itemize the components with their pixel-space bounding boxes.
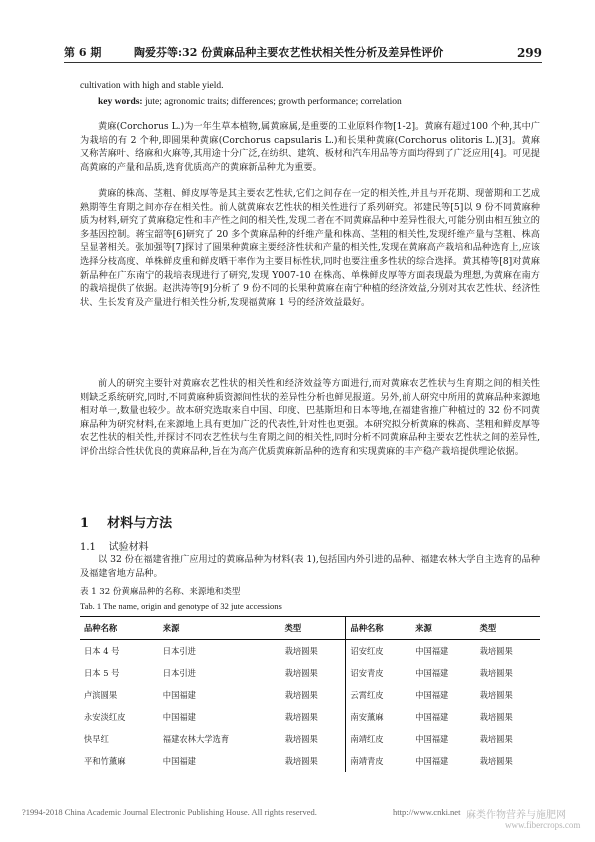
header-cell: 来源 — [162, 623, 180, 633]
header-cell: 品种名称 — [84, 623, 118, 633]
section-heading-1-1 — [80, 538, 149, 553]
table-cell: 栽培圆果 — [479, 734, 513, 744]
table-cell: 日本 4 号 — [84, 646, 120, 656]
table-row — [80, 684, 540, 706]
paragraph-aims: 前人的研究主要针对黄麻农艺性状的相关性和经济效益等方面进行,而对黄麻农艺性状与生育期之间的相关性则缺乏系统研究,同时,不同黄麻种质资源间性状的差异性分析也鲜见报道。另外,前人研究中所用的黄麻品种来源地相对单一,数量也较少。故本研究选取来自中国、印度、巴基斯坦和日本等地,在福建省推广种植过的 32 份不同黄麻品种为研究材料,在来源地上具有更加广泛的代表性,针对性也更强。本研究拟分析黄麻的株高、茎粗和鲜皮厚等农艺性状的相关性,并探讨不同农艺性状与生育期之间的相关性,同时分析不同黄麻品种主要农艺性状之间的差异性,评价出综合性状优良的黄麻品种,旨在为高产优质黄麻新品种的选育和实现黄麻的丰产稳产栽培提供理论依据。 — [80, 378, 540, 457]
jute-accessions-table — [80, 616, 540, 772]
table-cell: 栽培圆果 — [284, 712, 318, 722]
abstract-tail: cultivation with high and stable yield. — [80, 81, 224, 91]
table-caption-en: Tab. 1 The name, origin and genotype of 32 jute accessions — [80, 601, 282, 611]
watermark-text: 麻类作物营养与施肥网 — [466, 810, 566, 821]
table-cell: 福建农林大学选育 — [162, 734, 230, 744]
paragraph-literature: 黄麻的株高、茎粗、鲜皮厚等是其主要农艺性状,它们之间存在一定的相关性,并且与开花期、现蕾期和工艺成熟期等生育期之间亦存在相关性。前人就黄麻农艺性状的相关性进行了系列研究。祁建民等[5]以 9 份不同黄麻种质为材料,研究了黄麻稳定性和丰产性之间的相关性,发现二者在不同黄麻品种中差异性很大,可能分别由相互独立的多基因控制。蒋宝韶等[6]研究了 20 多个黄麻品种的纤维产量和株高、茎粗的相关性,发现纤维产量与茎粗、株高呈显著相关。张加强等[7]探讨了圆果种黄麻主要经济性状和产量的相关性,发现在黄麻高产栽培和品种选育上,应该选择分枝高度、单株鲜皮重和鲜皮晒干率作为主要目标性状,同时也要注重多性状的综合选择。黄其椿等[8]对黄麻新品种在广东南宁的栽培表现进行了研究,发现 Y007-10 在株高、单株鲜皮厚等方面表现最为理想,为黄麻在南方的栽培提供了依据。赵洪涛等[9]分析了 9 份不同的长果种黄麻在南宁种植的经济效益,分别对其农艺性状、经济性状、生长发育及产量进行相关性分析,发现福黄麻 1 号的经济效益最好。 — [80, 188, 540, 308]
table-cell: 日本引进 — [162, 646, 196, 656]
table-cell: 中国福建 — [162, 712, 196, 722]
header-cell: 类型 — [479, 623, 497, 633]
table-row — [80, 662, 540, 684]
table-cell: 栽培圆果 — [479, 712, 513, 722]
watermark-url: www.fibercrops.com — [505, 820, 581, 830]
header-cell: 品种名称 — [346, 617, 411, 640]
table-cell: 中国福建 — [415, 712, 449, 722]
table-cell: 栽培圆果 — [284, 668, 318, 678]
cnki-url[interactable]: http://www.cnki.net — [393, 807, 461, 817]
table-cell: 日本 5 号 — [84, 668, 120, 678]
table-cell: 永安淡红皮 — [84, 712, 126, 722]
table-header-row — [80, 617, 540, 640]
table-cell: 栽培圆果 — [284, 690, 318, 700]
table-cell: 中国福建 — [162, 756, 196, 766]
table-cell: 卢滨圆果 — [84, 690, 118, 700]
header-cell: 来源 — [415, 623, 432, 633]
table-cell: 中国福建 — [415, 690, 449, 700]
table-cell: 中国福建 — [415, 668, 449, 678]
table-cell: 中国福建 — [415, 734, 449, 744]
section-number: 1 — [80, 516, 90, 531]
section-heading-1 — [80, 512, 172, 531]
table-cell: 日本引进 — [162, 668, 196, 678]
header-rule — [64, 62, 542, 63]
table-cell: 栽培圆果 — [479, 646, 513, 656]
table-row — [80, 728, 540, 750]
section-title: 材料与方法 — [107, 516, 173, 531]
table-cell: 南靖青皮 — [346, 750, 411, 772]
table-cell: 栽培圆果 — [479, 668, 513, 678]
keywords-label: key words: — [98, 97, 143, 107]
table-cell: 云霄红皮 — [346, 684, 411, 706]
table-cell: 快早红 — [84, 734, 109, 744]
issue-number: 第 6 期 — [64, 46, 102, 59]
table-cell: 平和竹薰麻 — [84, 756, 126, 766]
page-number: 299 — [516, 46, 542, 60]
table-cell: 栽培圆果 — [479, 756, 513, 766]
table-cell: 南安薰麻 — [346, 706, 411, 728]
keywords-line — [98, 97, 402, 107]
table-cell: 中国福建 — [415, 646, 449, 656]
table-row — [80, 750, 540, 772]
subsection-number: 1.1 — [80, 542, 96, 553]
table-row — [80, 706, 540, 728]
table-cell: 栽培圆果 — [284, 646, 318, 656]
subsection-title: 试验材料 — [108, 542, 149, 553]
table-row — [80, 640, 540, 663]
copyright-footer: ?1994-2018 China Academic Journal Electronic Publishing House. All rights reserved. — [22, 807, 317, 817]
paragraph-intro: 黄麻(Corchorus L.)为一年生草本植物,属黄麻属,是重要的工业原料作物[1-2]。黄麻有超过100 个种,其中广为栽培的有 2 个种,即圆果种黄麻(Corchorus capsularis L.)和长果种黄麻(Corchorus olitoris L.)[3]。黄麻又称苦麻叶、络麻和火麻等,其用途十分广泛,在纺织、建筑、板材和汽车用品等方面均得到了广泛应用[4]。可见提高黄麻的产量和品质,选育优质高产的黄麻新品种尤为重要。 — [80, 121, 540, 173]
table-caption-cn: 表 1 32 份黄麻品种的名称、来源地和类型 — [80, 587, 241, 597]
keywords-text: jute; agronomic traits; differences; growth performance; correlation — [144, 97, 402, 107]
header-cell: 类型 — [284, 623, 302, 633]
table-cell: 中国福建 — [415, 756, 449, 766]
table-cell: 诏安青皮 — [346, 662, 411, 684]
paragraph-materials: 以 32 份在福建省推广应用过的黄麻品种为材料(表 1),包括国内外引进的品种、福建农林大学自主选育的品种及福建省地方品种。 — [80, 554, 540, 579]
table-cell: 栽培圆果 — [284, 756, 318, 766]
table-cell: 中国福建 — [162, 690, 196, 700]
table-cell: 南靖红皮 — [346, 728, 411, 750]
table-cell: 栽培圆果 — [479, 690, 513, 700]
table-cell: 栽培圆果 — [284, 734, 318, 744]
running-title: 陶爱芬等:32 份黄麻品种主要农艺性状相关性分析及差异性评价 — [134, 46, 444, 59]
table-cell: 诏安红皮 — [346, 640, 411, 663]
